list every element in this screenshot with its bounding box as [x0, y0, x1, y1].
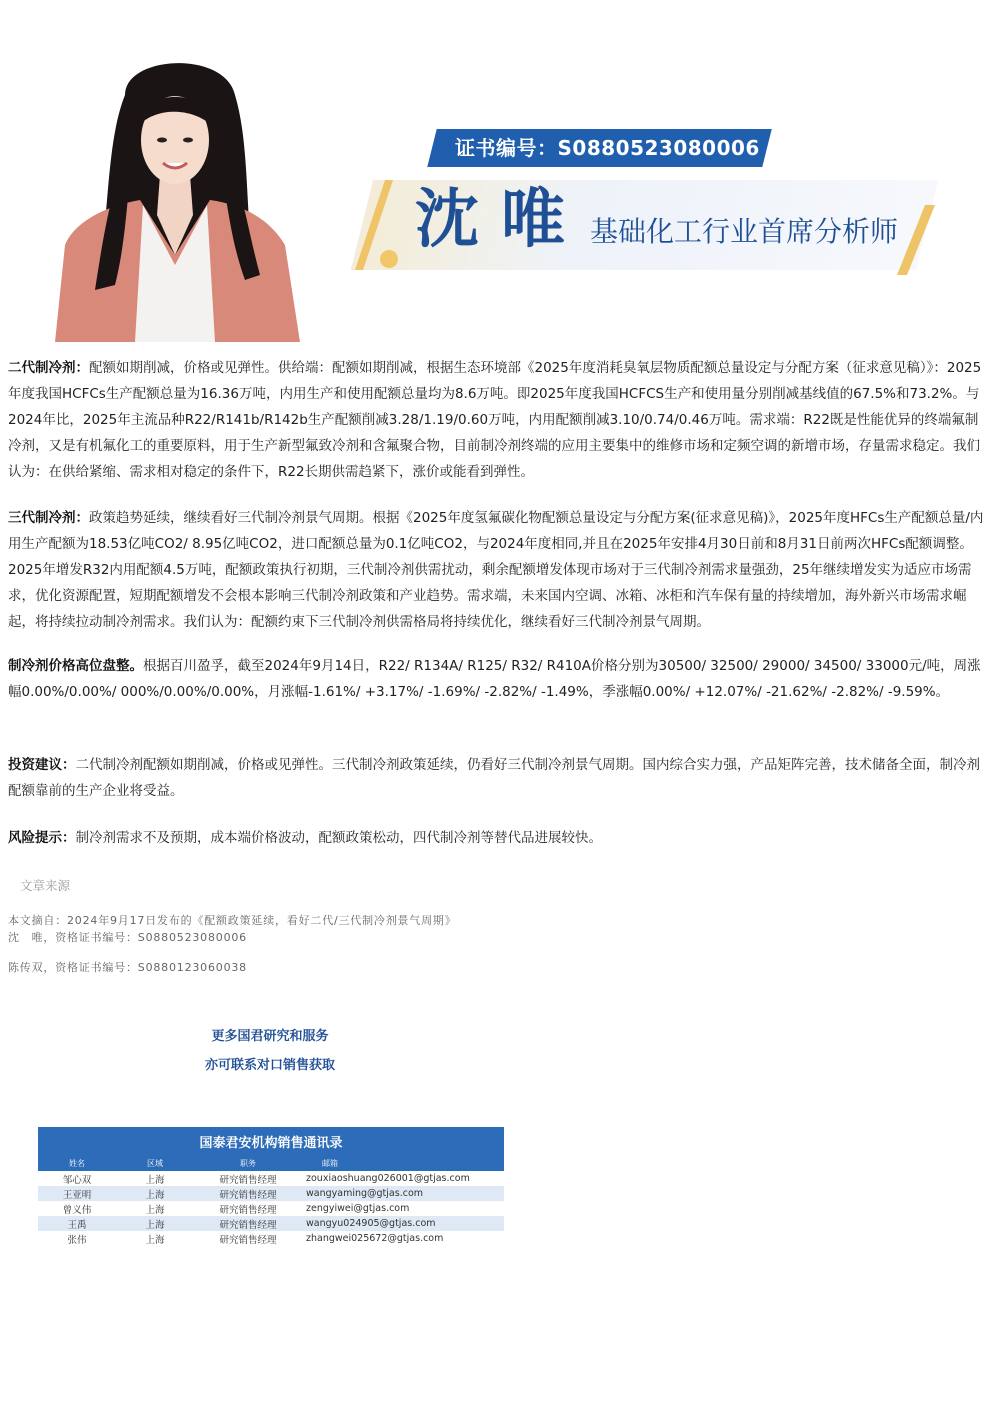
contact-role: 研究销售经理: [219, 1189, 277, 1201]
contact-name: 张伟: [67, 1234, 87, 1246]
table-row: [38, 1171, 504, 1186]
analyst-banner: [0, 0, 992, 345]
contact-email[interactable]: zouxiaoshuang026001@gtjas.com: [306, 1173, 470, 1184]
contact-region: 上海: [145, 1174, 165, 1186]
section-body: 配额如期削减，价格或见弹性。供给端：配额如期削减，根据生态环境部《2025年度消耗臭氧层物质配额总量设定与分配方案（征求意见稿）》：2025年度我国HCFCs生产配额总量为16.36万吨，内用生产和使用配额总量均为8.6万吨。即2025年度我国HCFCS生产和使用量分别削减基线值的67.5%和73.2%。与2024年比，2025年主流品种R22/R141b/R142b生产配额削减3.28/1.19/0.60万吨，内用配额削减3.10/0.74/0.46万吨。需求端：R22既是性能优异的终端氟制冷剂，又是有机氟化工的重要原料，用于生产新型氟致冷剂和含氟聚合物，目前制冷剂终端的应用主要集中的维修市场和定频空调的新增市场，存量需求稳定。我们认为：在供给紧缩、需求相对稳定的条件下，R22长期供需趋紧下，涨价或能看到弹性。: [8, 360, 982, 480]
section-investment: [8, 752, 984, 804]
section-body: 政策趋势延续，继续看好三代制冷剂景气周期。根据《2025年度氢氟碳化物配额总量设定与分配方案(征求意见稿)》，2025年度HFCs生产配额总量/内用生产配额为18.53亿吨CO2/ 8.95亿吨CO2，进口配额总量为0.1亿吨CO2，与2024年度相同,并且在2025年安排4月30日前和8月31日前两次HFCs配额调整。2025年增发R32内用配额4.5万吨，配额政策执行初期，三代制冷剂供需扰动，剩余配额增发体现市场对于三代制冷剂需求量强劲，25年继续增发实为适应市场需求，优化资源配置，短期配额增发不会根本影响三代制冷剂政策和产业趋势。需求端，未来国内空调、冰箱、冰柜和汽车保有量的持续增加，海外新兴市场需求崛起，将持续拉动制冷剂需求。我们认为：配额约束下三代制冷剂供需格局将持续优化，继续看好三代制冷剂景气周期。: [8, 510, 984, 630]
contact-region: 上海: [145, 1204, 165, 1216]
source-heading: 文章来源: [20, 878, 71, 893]
contact-role: 研究销售经理: [219, 1174, 277, 1186]
col-role-header: 职务: [240, 1158, 256, 1168]
analyst-title: 基础化工行业首席分析师: [590, 215, 899, 248]
section-heading: 投资建议：: [8, 757, 76, 773]
table-row: [38, 1231, 504, 1246]
col-email-header: 邮箱: [322, 1158, 338, 1168]
section-heading: 制冷剂价格高位盘整。: [8, 658, 143, 674]
contact-role: 研究销售经理: [219, 1234, 277, 1246]
section-body: 制冷剂需求不及预期，成本端价格波动，配额政策松动，四代制冷剂等替代品进展较快。: [75, 830, 602, 846]
contact-role: 研究销售经理: [219, 1204, 277, 1216]
contact-region: 上海: [145, 1189, 165, 1201]
col-name-header: 姓名: [69, 1158, 85, 1168]
contact-name: 王亚明: [62, 1189, 92, 1201]
col-region-header: 区域: [147, 1158, 163, 1168]
contact-role: 研究销售经理: [219, 1219, 277, 1231]
source-excerpt: 本文摘自：2024年9月17日发布的《配额政策延续，看好二代/三代制冷剂景气周期》: [8, 914, 457, 927]
section-heading: 二代制冷剂：: [8, 360, 89, 376]
table-header-row: [38, 1155, 504, 1171]
contact-email[interactable]: wangyaming@gtjas.com: [306, 1188, 424, 1199]
cta-line-1: 更多国君研究和服务: [211, 1029, 329, 1044]
author-cert-1: 沈 唯，资格证书编号：S0880523080006: [8, 931, 247, 944]
section-third-gen: [8, 505, 984, 635]
section-body: 二代制冷剂配额如期削减，价格或见弹性。三代制冷剂政策延续，仍看好三代制冷剂景气周期。国内综合实力强，产品矩阵完善，技术储备全面，制冷剂配额靠前的生产企业将受益。: [8, 757, 980, 799]
table-row: [38, 1186, 504, 1201]
certificate-number: 证书编号：S0880523080006: [455, 136, 760, 160]
section-heading: 风险提示：: [8, 830, 76, 846]
section-heading: 三代制冷剂：: [8, 510, 89, 526]
section-second-gen: [8, 355, 984, 485]
section-body: 根据百川盈孚，截至2024年9月14日，R22/ R134A/ R125/ R32/ R410A价格分别为30500/ 32500/ 29000/ 34500/ 33000元/吨，周涨幅0.00%/0.00%/ 000%/0.00%/0.00%，月涨幅-1.61%/ +3.17%/ -1.69%/ -2.82%/ -1.49%，季涨幅0.00%/ +12.07%/ -21.62%/ -2.82%/ -9.59%。: [8, 658, 981, 700]
contact-email[interactable]: wangyu024905@gtjas.com: [306, 1218, 436, 1229]
section-risk: [8, 825, 984, 851]
table-row: [38, 1201, 504, 1216]
table-title: 国泰君安机构销售通讯录: [38, 1127, 504, 1155]
analyst-name: 沈唯: [415, 182, 587, 257]
contact-name: 曾义伟: [62, 1204, 92, 1216]
contact-region: 上海: [145, 1234, 165, 1246]
gold-accent-stroke: [895, 205, 935, 275]
section-price: [8, 653, 984, 705]
contact-email[interactable]: zengyiwei@gtjas.com: [306, 1203, 410, 1214]
sales-contact-table: [38, 1127, 504, 1246]
author-cert-2: 陈传双，资格证书编号：S0880123060038: [8, 961, 247, 974]
table-row: [38, 1216, 504, 1231]
contact-email[interactable]: zhangwei025672@gtjas.com: [306, 1233, 444, 1244]
cta-line-2: 亦可联系对口销售获取: [204, 1058, 335, 1073]
gold-dot: [380, 250, 398, 268]
analyst-portrait: [55, 55, 300, 342]
contact-name: 王禹: [67, 1219, 87, 1231]
contact-region: 上海: [145, 1219, 165, 1231]
contact-name: 邹心双: [62, 1174, 92, 1186]
